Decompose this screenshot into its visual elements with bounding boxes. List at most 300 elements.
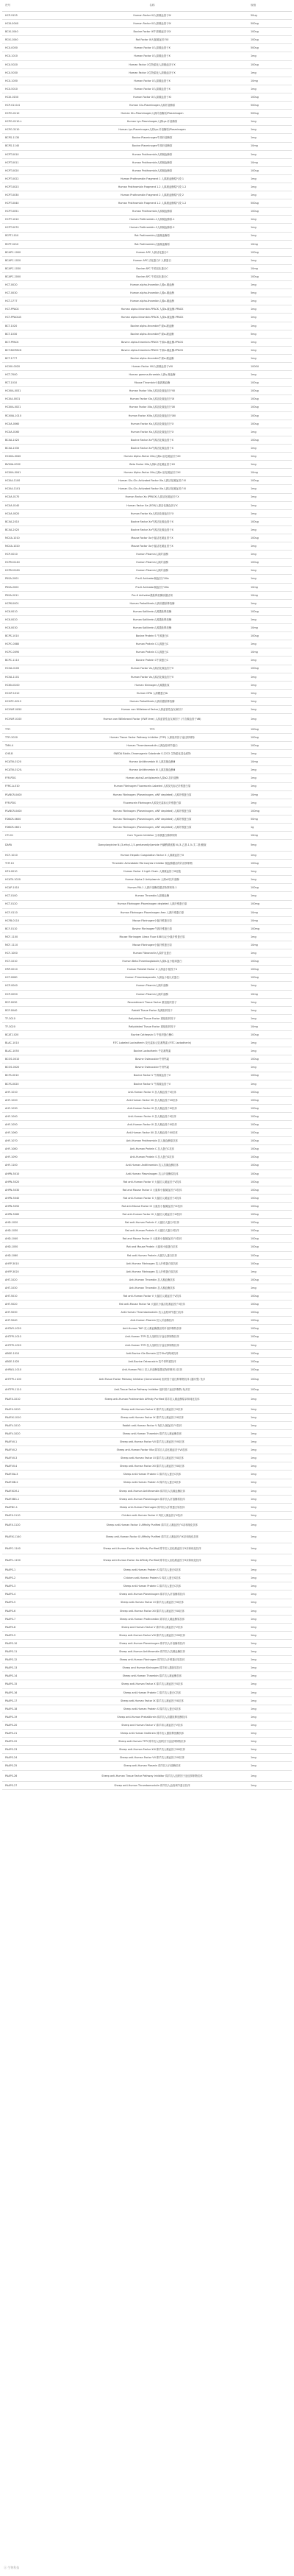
table-row [2,126,292,134]
table-row [2,52,292,60]
table-row [2,273,292,281]
product-name: Anti-Human Factor X 抗人凝血因子X抗体 [57,1112,248,1120]
product-code: AHPN-5030 [2,1186,57,1194]
product-name: Sheep anti-Human Plasminogen 绵羊抗人纤溶酶原抗体 [57,1640,248,1648]
product-code: PAAPS-4 [2,1590,57,1599]
product-code: PAAFX-1010 [2,1393,57,1405]
product-size: 1mg [248,1014,292,1022]
table-row [2,705,292,713]
product-size: 100ug [248,1178,292,1186]
table-row [2,1137,292,1145]
product-name: Bovine APC 牛源活化蛋白C [57,264,248,272]
product-code: PAAFIX-1140 [2,1531,57,1543]
product-name: Anti-Human Fibrinogen 抗人纤维蛋白原抗体 [57,1259,248,1267]
product-size: 1mg [248,1754,292,1762]
product-name: Human Prekallikrein人源前激肽释放酶 [57,697,248,705]
product-size: 100ug [248,1031,292,1039]
product-size: 1mg [248,1454,292,1462]
product-name: Human Kallikrein人源激肽释放酶 [57,624,248,632]
product-name: Human Factor XIa人源活化凝血因子XI [57,395,248,403]
product-code: BCAT-1020 [2,1031,57,1039]
product-size: 1mg [248,1566,292,1574]
table-row [2,346,292,354]
product-code: PAAPS-13 [2,1664,57,1672]
product-name: Human Thrombin人源凝血酶 [57,892,248,900]
product-code: HCX-1050 [2,77,57,85]
product-name: Human Alpha-2 Antiplasmin 人源α2抗纤溶酶 [57,876,248,884]
product-size: 1mg [248,1631,292,1639]
table-row [2,1656,292,1664]
product-name: Human Alpha-Factor XIIa人源α-活化凝血因子XII [57,453,248,461]
table-row [2,1121,292,1129]
product-size: 100ug [248,1055,292,1064]
header-code: 货号 [2,0,57,12]
table-row [2,150,292,158]
product-size: 1mg [248,453,292,461]
table-row [2,1227,292,1235]
table-row [2,1153,292,1161]
product-size: 100ug [248,1194,292,1202]
table-row [2,305,292,314]
product-code: PAAPS-20 [2,1721,57,1729]
table-header-row [2,0,292,12]
product-name: Sheep anti-Human Protein S 绵羊抗人蛋白S抗体 [57,1566,248,1574]
table-row [2,501,292,509]
product-size: 1mg [248,1574,292,1582]
product-name: Sheep anti-Human Protein S 绵羊抗人蛋白S抗体 [57,1705,248,1713]
table-row [2,966,292,974]
product-code: PLVBCR-0400 [2,790,57,799]
product-code: BCF-0110 [2,924,57,933]
product-size: 100ug [248,273,292,281]
product-name: Human Glu-Glu Activated Factor XIa人源活化凝血因子XI [57,485,248,493]
product-size: 1mg [248,1648,292,1656]
product-code: HCT-0100 [2,892,57,900]
product-name: Anti-Human Factor V 抗人凝血因子V抗体 [57,1088,248,1096]
product-size: 100ug [248,725,292,733]
product-name: Bovine Cathepsin G 牛组织蛋白酶G [57,1031,248,1039]
product-name: Anti-Human Thrombin 抗人凝血酶抗体 [57,1284,248,1292]
product-name: Sheep anti-Human Factor IX 绵羊抗人凝血因子IX抗体 [57,1696,248,1705]
product-name: Human Factor VIII人源凝血因子VIII [57,363,248,371]
product-size: 100mg [248,900,292,908]
product-code: BCPG-1130 [2,134,57,142]
product-size: 1mg [248,998,292,1006]
product-code: HCT-7000 [2,371,57,379]
product-code: FDBCR-0601 [2,823,57,831]
product-size: 1mg [248,281,292,289]
product-name: Relipidated Tissue Factor 重组组织因子 [57,1022,248,1030]
product-size: 1mg [248,305,292,314]
product-code: HCP-9155 [2,12,57,20]
product-name: Human Factor Ⅸ人源凝血因子Ⅸ [57,12,248,20]
product-name: Human Fibrinogen Plasminogen-free 人源纤维蛋白原 [57,908,248,916]
product-name: Rat anti-Human Factor X 大鼠抗人凝血因子X抗体 [57,1194,248,1202]
table-row [2,1454,292,1462]
product-name: Human alpha-thrombin-PPACK 人源α-凝血酶-PPACK [57,305,248,314]
product-size: 100ug [248,93,292,101]
product-name: Human Factor X Light Chain 人源凝血因子X轻链 [57,868,248,876]
product-name: Bovine Fibrinogen牛源纤维蛋白原 [57,924,248,933]
product-name: Human Beta-Thromboglobulin人源β-血小板球蛋白 [57,958,248,966]
product-size: 100ug [248,860,292,868]
product-name: Human Plasmin人源纤溶酶 [57,567,248,575]
product-name: Human Kininogen人源激肽原 [57,681,248,689]
product-code: HCPT-1010 [2,216,57,224]
product-name: Sheep anti-Human Fibrinogen 绵羊抗人纤维蛋白原抗体 [57,1656,248,1664]
table-row [2,1754,292,1762]
product-name: Sheep and Human Factor V 绵羊和人凝血因子V抗体 [57,1721,248,1729]
product-code: CHE-B [2,750,57,758]
product-code: AHF-1020 [2,1096,57,1104]
product-name: Human Factor VIIa人源活化凝血因子VII [57,387,248,395]
product-name: Chicken anti-Human Protein S 鸡抗人蛋白S抗体 [57,1574,248,1582]
product-code: PAAPS-7 [2,1615,57,1623]
product-size: 1mg [248,1039,292,1047]
product-size: 100ug [248,477,292,485]
product-name: Human Factor X生物素化人源凝血因子X [57,60,248,68]
product-name: Rat anti-Mouse Factor IX 大鼠抗小鼠凝血因子IX抗体 [57,1203,248,1211]
table-row [2,782,292,790]
table-row [2,1292,292,1301]
table-row [2,1738,292,1746]
product-code: HCGP-1010 [2,689,57,697]
product-code: TTFI-2020 [2,733,57,741]
table-row [2,1251,292,1259]
table-row [2,1721,292,1729]
product-code: HCXIA-1100 [2,477,57,485]
product-name: Human von Willebrand Factor人源血管性血友病因子 [57,705,248,713]
product-code: BCOS-0010 [2,1055,57,1064]
product-code: AHF-1080 [2,1145,57,1153]
product-name: Anti-Tissue Factor Pathway Inhibitor (Generalized) 组织因子途径抑制物抗体 (通用型) 兔多 [57,1373,248,1385]
product-code: BCT-1777 [2,354,57,362]
product-code: HCPT-0022 [2,174,57,183]
table-row [2,493,292,501]
table-row [2,224,292,232]
product-name: Rat anti-Human Factor V 大鼠抗人凝血因子V抗体 [57,1292,248,1301]
table-row [2,868,292,876]
table-row [2,1413,292,1421]
product-name: Bovine Factor Xa牛源活化凝血因子X [57,436,248,444]
product-code: HCVA-1101 [2,673,57,681]
product-size: 10mg [248,832,292,840]
product-code: HCVIIA-0031 [2,387,57,395]
product-name: Mouse Factor Xa小鼠活化凝血因子X [57,542,248,551]
table-row [2,933,292,941]
product-code: HCXA-0020 [2,509,57,517]
product-name: Anti-Human Factor VII 抗人凝血因子VII抗体 [57,1096,248,1104]
product-size: 1mg [248,681,292,689]
product-code: HCP-0040 [2,982,57,990]
product-size: 100ug [248,1301,292,1309]
product-size: 10mg [248,158,292,166]
product-name: Human Fibrinogen Fluorescein-Labeled 人源荧光标记纤维蛋白原 [57,782,248,790]
product-name: Human APC 活化蛋白C 人源蛋白 [57,256,248,264]
product-size: 100ug [248,559,292,567]
table-row [2,534,292,542]
product-size: 1mg [248,1721,292,1729]
table-row [2,681,292,689]
table-row [2,1088,292,1096]
product-code: AHD-1040 [2,1235,57,1243]
product-name: Human Factor Va人源活化凝血因子V [57,673,248,681]
product-size: 100ug [248,1275,292,1284]
product-name: Sheep anti-Human Tissue Factor Pathway Inhibitor 绵羊抗人组织因子途径抑制物抗体 [57,1770,248,1782]
product-code: AHTFPI-1010 [2,1333,57,1341]
table-row [2,174,292,183]
product-code: AHTFPI-1020 [2,1341,57,1349]
product-code: HCPT-0020 [2,166,57,174]
product-code: AHF-1010 [2,1088,57,1096]
product-code: HCVWF-0050 [2,705,57,713]
product-size: 1mg [248,1770,292,1782]
product-code: AHF-1050 [2,1121,57,1129]
table-row [2,766,292,774]
product-size: 1mg [248,216,292,224]
product-code: PAAPDC-1 [2,1503,57,1511]
table-row [2,1309,292,1317]
product-size: 1mg [248,338,292,346]
product-size: 100ug [248,1235,292,1243]
table-row [2,93,292,101]
product-size: 100ug [248,1251,292,1259]
product-name: Pro-K Activator凝血因子XIIa [57,583,248,591]
product-code: HCXIIA-0040 [2,453,57,461]
product-size: 1mg [248,982,292,990]
product-name: Human Prekallikrein人源前激肽释放酶 [57,599,248,607]
product-name: Mouse Factor Xa小鼠活化凝血因子X [57,534,248,542]
table-row [2,1194,292,1202]
table-row [2,118,292,126]
table-row [2,1325,292,1333]
product-code: PLVBCR-0400 [2,807,57,815]
product-code: AHF-1070 [2,1137,57,1145]
product-code: HCPG-0110-L [2,118,57,126]
product-size: 100ug [248,387,292,395]
product-name: Bovine Protein C牛源蛋白C [57,657,248,665]
header-size: 规格 [248,0,292,12]
product-code: AHFP-3010 [2,1259,57,1267]
table-body [2,12,292,1790]
product-name: Bovine APC 牛源活化蛋白C [57,273,248,281]
product-code: FDBCR-0600 [2,815,57,823]
product-size: 1mg [248,567,292,575]
product-name: Anti-Human Antithrombin 抗人抗凝血酶抗体 [57,1161,248,1170]
product-size: 1mg [248,174,292,183]
watermark: ⓐ 生物科技 [4,2566,20,2569]
table-row [2,1479,292,1487]
table-row [2,742,292,750]
product-name: Sheep anti-Human Factor VII 绵羊抗人凝血因子VII抗体 [57,1438,248,1446]
table-row [2,567,292,575]
product-size: 500ug [248,20,292,28]
product-code: BCT-BIOPACK [2,346,57,354]
product-name: Human Factor XI人源凝血因子XI [57,93,248,101]
product-name: Human Plasmin人源纤溶酶 [57,990,248,998]
product-size: 1mg [248,673,292,681]
product-size: 1mg [248,1554,292,1566]
table-row [2,1531,292,1543]
product-code: HCK-0010 [2,607,57,615]
product-code: HCP-0110-S [2,102,57,110]
product-size: 100ug [248,607,292,615]
table-row [2,632,292,640]
table-row [2,542,292,551]
table-row [2,1104,292,1112]
product-size: 1mg [248,509,292,517]
table-row [2,1333,292,1341]
product-code: HCXIA-1101 [2,485,57,493]
product-size: 1mg [248,1762,292,1770]
table-row [2,697,292,705]
product-name: Anti-Tissue Factor Pathway Inhibitor 组织因子途径抑制物 兔多抗 [57,1385,248,1393]
product-size: 1mg [248,933,292,941]
table-row [2,1582,292,1590]
product-code: PAAFX-1110 [2,1511,57,1519]
product-code: HCK-0020 [2,615,57,623]
product-code: BCFS-0020 [2,1080,57,1088]
product-code: THT-10 [2,860,57,868]
table-row [2,815,292,823]
product-size: 500ug [248,110,292,118]
table-row [2,379,292,387]
table-row [2,461,292,469]
table-row [2,134,292,142]
product-code: PAAPS-10 [2,1640,57,1648]
table-row [2,607,292,615]
table-row [2,583,292,591]
product-name: Human Glu-Plasminogen人源纤溶酶原 [57,102,248,110]
product-code: AHTFPI-1100 [2,1373,57,1385]
product-size: 100ug [248,1096,292,1104]
product-name: Mouse Fibrinogen Alexa Fluor 488 标记小鼠纤维蛋白原 [57,933,248,941]
table-row [2,199,292,208]
table-row [2,314,292,322]
table-row [2,1599,292,1607]
product-code: HCPT-0023 [2,183,57,191]
product-size: 1mg [248,892,292,900]
table-row [2,387,292,395]
product-size: 1mg [248,599,292,607]
table-row [2,876,292,884]
product-name: Anti-Human Fibrinogen 抗人纤维蛋白原抗体 [57,1267,248,1275]
product-name: Bovine alpha-thrombin牛源α-凝血酶 [57,330,248,338]
product-size: 100ug [248,1259,292,1267]
product-name: Corn Trypsin Inhibitor 玉米胰蛋白酶抑制剂 [57,832,248,840]
product-size: 1mg [248,1471,292,1479]
product-size: 10mg [248,591,292,599]
product-name: Sheep anti-Human Factor XII 绵羊抗人凝血因子XII抗体 [57,1462,248,1471]
product-size: 1mg [248,1738,292,1746]
product-name: Rat anti-Human Factor XI 大鼠抗人凝血因子XI抗体 [57,1211,248,1219]
product-name: Anti-Human Protein C 抗人蛋白C抗体 [57,1145,248,1153]
product-code: PAAFXIA-3 [2,1471,57,1479]
product-size: 1mg [248,85,292,93]
table-row [2,657,292,665]
product-size: 1mg [248,52,292,60]
product-size: 100ug [248,1317,292,1325]
table-row [2,599,292,607]
product-size: 100ug [248,1121,292,1129]
product-code: AHD-1050 [2,1243,57,1251]
table-row [2,1365,292,1373]
product-name: Rat and Mouse Factor X 大鼠和小鼠凝血因子X抗体 [57,1186,248,1194]
product-name: Bovine Factor Xa牛源活化凝血因子X [57,444,248,452]
product-size: 100ug [248,436,292,444]
product-name: Human Prethrombin-1人源凝血酶原-1 [57,216,248,224]
table-row [2,1503,292,1511]
product-size: 1mg [248,1519,292,1531]
product-name: Human Factor X人源凝血因子X [57,77,248,85]
product-code: PAAFXBG-1 [2,1495,57,1503]
table-row [2,338,292,346]
table-row [2,900,292,908]
table-row [2,1696,292,1705]
product-name: Sheep anti-Human TFPI 绵羊抗人组织因子途径抑制物抗体 [57,1738,248,1746]
product-size: 1mg [248,1267,292,1275]
product-size: 100ug [248,1137,292,1145]
product-name: Human Kallikrein人源激肽释放酶 [57,607,248,615]
product-code: BCPS-1010 [2,632,57,640]
product-code: AHPN-5060 [2,1211,57,1219]
table-row [2,411,292,420]
product-code: HCPT-0070 [2,224,57,232]
product-code: HCKN-0100 [2,681,57,689]
product-name: Human Factor Va人源活化凝血因子V [57,665,248,673]
product-code: HCT-0120 [2,900,57,908]
product-name: Human Factor Xa (PPACK)人源活化凝血因子X [57,493,248,501]
product-name: Rat and Mouse Protein 大鼠和小鼠蛋白抗体 [57,1243,248,1251]
product-code: ABGE-1010 [2,1349,57,1357]
table-row [2,1349,292,1357]
table-row [2,264,292,272]
table-row [2,823,292,831]
product-code: RCIX-1040 [2,36,57,44]
product-size: 1mg [248,782,292,790]
product-code: TTFI [2,725,57,733]
table-row [2,485,292,493]
product-size: 1mg [248,428,292,436]
product-name: Human Tissue Factor Pathway Inhibitor (TFPI) 人源组织因子途径抑制物 [57,733,248,741]
product-name: Human alpha2-antiplasmin人源α2-抗纤溶酶 [57,774,248,782]
product-size: 1mg [248,1341,292,1349]
product-name: Anti-Human Protein S 抗人蛋白S抗体 [57,1153,248,1161]
product-size: 1mg [248,1511,292,1519]
product-size: 1mg [248,1438,292,1446]
product-code: AHPN-5050 [2,1203,57,1211]
product-size: 10mg [248,916,292,924]
product-name: Bovine alpha-thrombin-PPACK 牛源α-凝血酶-PPACK [57,346,248,354]
product-name: Mouse Fibrinogen小鼠纤维蛋白原 [57,941,248,949]
table-row [2,1664,292,1672]
table-row [2,851,292,859]
product-name: Bovine Plasminogen牛源纤溶酶原 [57,134,248,142]
product-name: Mouse Thrombin小鼠源凝血酶 [57,379,248,387]
table-row [2,758,292,766]
product-size: 1mg [248,697,292,705]
product-size: 1mg [248,1543,292,1554]
product-size: 10mg [248,790,292,799]
product-size: 1mg [248,551,292,559]
table-row [2,1672,292,1680]
product-code: HCT-0080 [2,974,57,982]
product-size: 1mg [248,1479,292,1487]
product-size: 1mg [248,949,292,958]
table-row [2,990,292,998]
table-row [2,575,292,583]
product-code: BCXA-2020 [2,526,57,534]
